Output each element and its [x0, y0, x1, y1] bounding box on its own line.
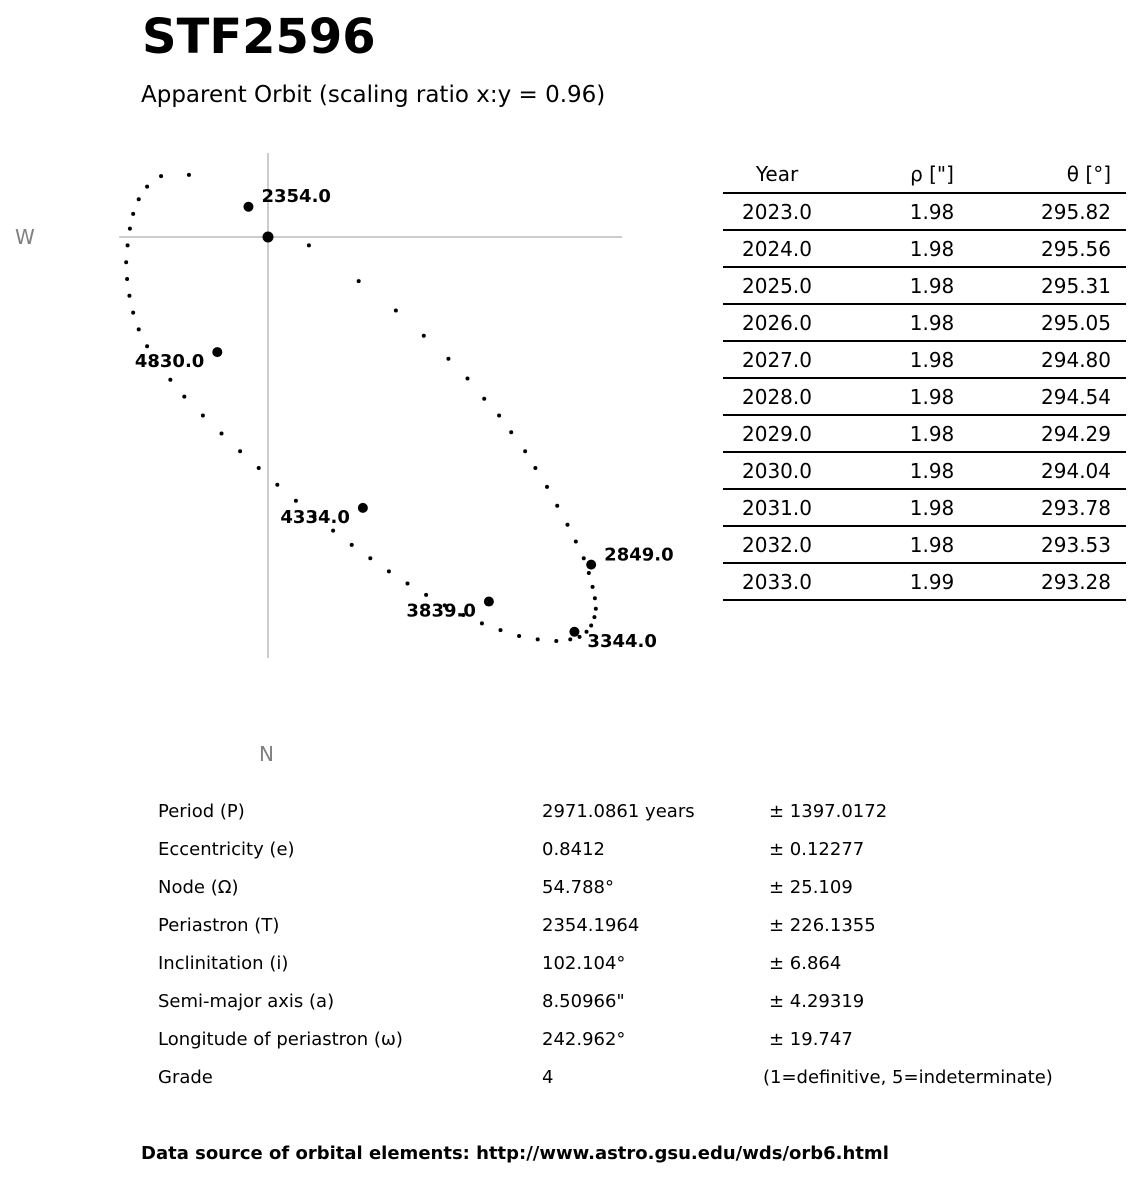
orbit-point — [238, 449, 242, 453]
orbit-point — [137, 197, 141, 201]
cell-rho: 1.98 — [831, 526, 1017, 563]
orbit-point — [589, 624, 593, 628]
orbit-point — [509, 430, 513, 434]
data-source-note: Data source of orbital elements: http://www.astro.gsu.edu/wds/orb6.html — [141, 1143, 889, 1164]
orbit-point — [126, 243, 130, 247]
orbit-point — [565, 523, 569, 527]
cell-year: 2026.0 — [723, 304, 831, 341]
epoch-marker — [212, 347, 222, 357]
table-row — [723, 230, 1126, 267]
orbit-point — [568, 637, 572, 641]
cell-year: 2032.0 — [723, 526, 831, 563]
epoch-marker — [243, 202, 253, 212]
orbit-point — [422, 334, 426, 338]
cell-theta: 293.78 — [1017, 489, 1126, 526]
cell-rho: 1.98 — [831, 341, 1017, 378]
orbit-point — [350, 543, 354, 547]
epoch-marker — [358, 503, 368, 513]
orbit-point — [424, 593, 428, 597]
cell-theta: 294.29 — [1017, 415, 1126, 452]
cell-theta: 293.28 — [1017, 563, 1126, 600]
element-value: 242.962° — [542, 1029, 626, 1050]
orbit-point — [357, 279, 361, 283]
orbit-point — [582, 556, 586, 560]
element-error: ± 226.1355 — [769, 915, 876, 936]
orbit-point — [187, 173, 191, 177]
cell-theta: 295.82 — [1017, 193, 1126, 230]
orbit-point — [578, 635, 582, 639]
orbit-point — [591, 585, 595, 589]
orbit-point — [536, 637, 540, 641]
element-value: 0.8412 — [542, 839, 605, 860]
epoch-label: 4334.0 — [280, 506, 350, 528]
element-value: 2354.1964 — [542, 915, 640, 936]
epoch-label: 2354.0 — [261, 185, 331, 207]
element-error: ± 19.747 — [769, 1029, 853, 1050]
orbit-point — [201, 414, 205, 418]
cell-year: 2033.0 — [723, 563, 831, 600]
epoch-label: 4830.0 — [134, 351, 205, 373]
element-error: ± 0.12277 — [769, 839, 865, 860]
orbit-point — [131, 311, 135, 315]
orbit-point — [145, 344, 149, 348]
table-row — [723, 415, 1126, 452]
orbit-point — [545, 485, 549, 489]
cell-year: 2031.0 — [723, 489, 831, 526]
north-label: N — [259, 742, 274, 766]
epoch-marker — [484, 597, 494, 607]
orbit-point — [593, 596, 597, 600]
orbit-point — [517, 634, 521, 638]
cell-theta: 295.31 — [1017, 267, 1126, 304]
orbit-point — [257, 466, 261, 470]
element-name: Grade — [158, 1067, 213, 1088]
orbit-point — [307, 243, 311, 247]
cell-theta: 294.80 — [1017, 341, 1126, 378]
orbit-plot — [0, 0, 700, 700]
orbit-point — [127, 294, 131, 298]
cell-year: 2024.0 — [723, 230, 831, 267]
orbit-point — [159, 174, 163, 178]
orbit-point — [497, 414, 501, 418]
orbit-point — [594, 607, 598, 611]
cell-rho: 1.98 — [831, 489, 1017, 526]
cell-year: 2025.0 — [723, 267, 831, 304]
header-year: Year — [723, 156, 831, 193]
table-row — [723, 452, 1126, 489]
orbit-point — [480, 621, 484, 625]
cell-year: 2027.0 — [723, 341, 831, 378]
element-name: Inclinitation (i) — [158, 953, 289, 974]
cell-theta: 294.54 — [1017, 378, 1126, 415]
cell-year: 2023.0 — [723, 193, 831, 230]
element-name: Eccentricity (e) — [158, 839, 295, 860]
orbit-point — [446, 357, 450, 361]
element-error: ± 6.864 — [769, 953, 842, 974]
element-value: 102.104° — [542, 953, 626, 974]
orbit-point — [499, 628, 503, 632]
orbit-point — [131, 212, 135, 216]
element-error: ± 4.29319 — [769, 991, 865, 1012]
orbit-point — [574, 540, 578, 544]
cell-theta: 294.04 — [1017, 452, 1126, 489]
cell-year: 2030.0 — [723, 452, 831, 489]
cell-year: 2029.0 — [723, 415, 831, 452]
orbit-point — [465, 377, 469, 381]
orbit-point — [137, 327, 141, 331]
cell-rho: 1.98 — [831, 378, 1017, 415]
orbit-point — [275, 483, 279, 487]
orbit-point — [368, 556, 372, 560]
cell-rho: 1.98 — [831, 452, 1017, 489]
element-name: Period (P) — [158, 801, 245, 822]
element-name: Semi-major axis (a) — [158, 991, 335, 1012]
table-row — [723, 526, 1126, 563]
chart-subtitle: Apparent Orbit (scaling ratio x:y = 0.96) — [141, 82, 606, 108]
element-error: ± 25.109 — [769, 877, 853, 898]
orbit-point — [220, 432, 224, 436]
cell-rho: 1.98 — [831, 267, 1017, 304]
element-value: 54.788° — [542, 877, 614, 898]
epoch-label: 3839.0 — [406, 600, 476, 622]
cell-theta: 293.53 — [1017, 526, 1126, 563]
orbit-point — [406, 582, 410, 586]
ephemeris-table — [723, 156, 1126, 601]
orbit-point — [592, 615, 596, 619]
epoch-marker — [569, 627, 579, 637]
element-name: Node (Ω) — [158, 877, 239, 898]
orbit-point — [482, 397, 486, 401]
orbit-point — [128, 227, 132, 231]
table-row — [723, 378, 1126, 415]
table-row — [723, 489, 1126, 526]
orbit-point — [145, 185, 149, 189]
table-row — [723, 563, 1126, 600]
table-header-row — [723, 156, 1126, 193]
orbit-point — [533, 466, 537, 470]
cell-theta: 295.56 — [1017, 230, 1126, 267]
cell-rho: 1.98 — [831, 230, 1017, 267]
table-row — [723, 341, 1126, 378]
orbit-point — [124, 260, 128, 264]
orbit-point — [294, 499, 298, 503]
cell-rho: 1.99 — [831, 563, 1017, 600]
orbit-point — [168, 378, 172, 382]
primary-star-marker — [263, 232, 274, 243]
header-rho: ρ ["] — [831, 156, 1017, 193]
orbit-point — [125, 277, 129, 281]
cell-rho: 1.98 — [831, 304, 1017, 341]
table-row — [723, 267, 1126, 304]
element-value: 4 — [542, 1067, 554, 1088]
orbit-point — [394, 309, 398, 313]
orbit-point — [555, 504, 559, 508]
element-error: ± 1397.0172 — [769, 801, 888, 822]
cell-theta: 295.05 — [1017, 304, 1126, 341]
orbit-point — [331, 529, 335, 533]
chart-title: STF2596 — [142, 9, 376, 65]
header-theta: θ [°] — [1017, 156, 1126, 193]
element-name: Periastron (T) — [158, 915, 280, 936]
epoch-marker — [586, 560, 596, 570]
orbit-point — [523, 449, 527, 453]
epoch-label: 2849.0 — [604, 544, 674, 566]
epoch-label: 3344.0 — [587, 630, 657, 652]
west-label: W — [15, 225, 35, 249]
orbit-point — [587, 571, 591, 575]
element-value: 8.50966" — [542, 991, 625, 1012]
cell-rho: 1.98 — [831, 193, 1017, 230]
table-row — [723, 193, 1126, 230]
element-name: Longitude of periastron (ω) — [158, 1029, 403, 1050]
table-row — [723, 304, 1126, 341]
orbit-point — [387, 569, 391, 573]
cell-year: 2028.0 — [723, 378, 831, 415]
cell-rho: 1.98 — [831, 415, 1017, 452]
element-value: 2971.0861 years — [542, 801, 695, 822]
orbit-point — [182, 395, 186, 399]
orbit-point — [554, 639, 558, 643]
element-error: (1=definitive, 5=indeterminate) — [763, 1067, 1053, 1088]
